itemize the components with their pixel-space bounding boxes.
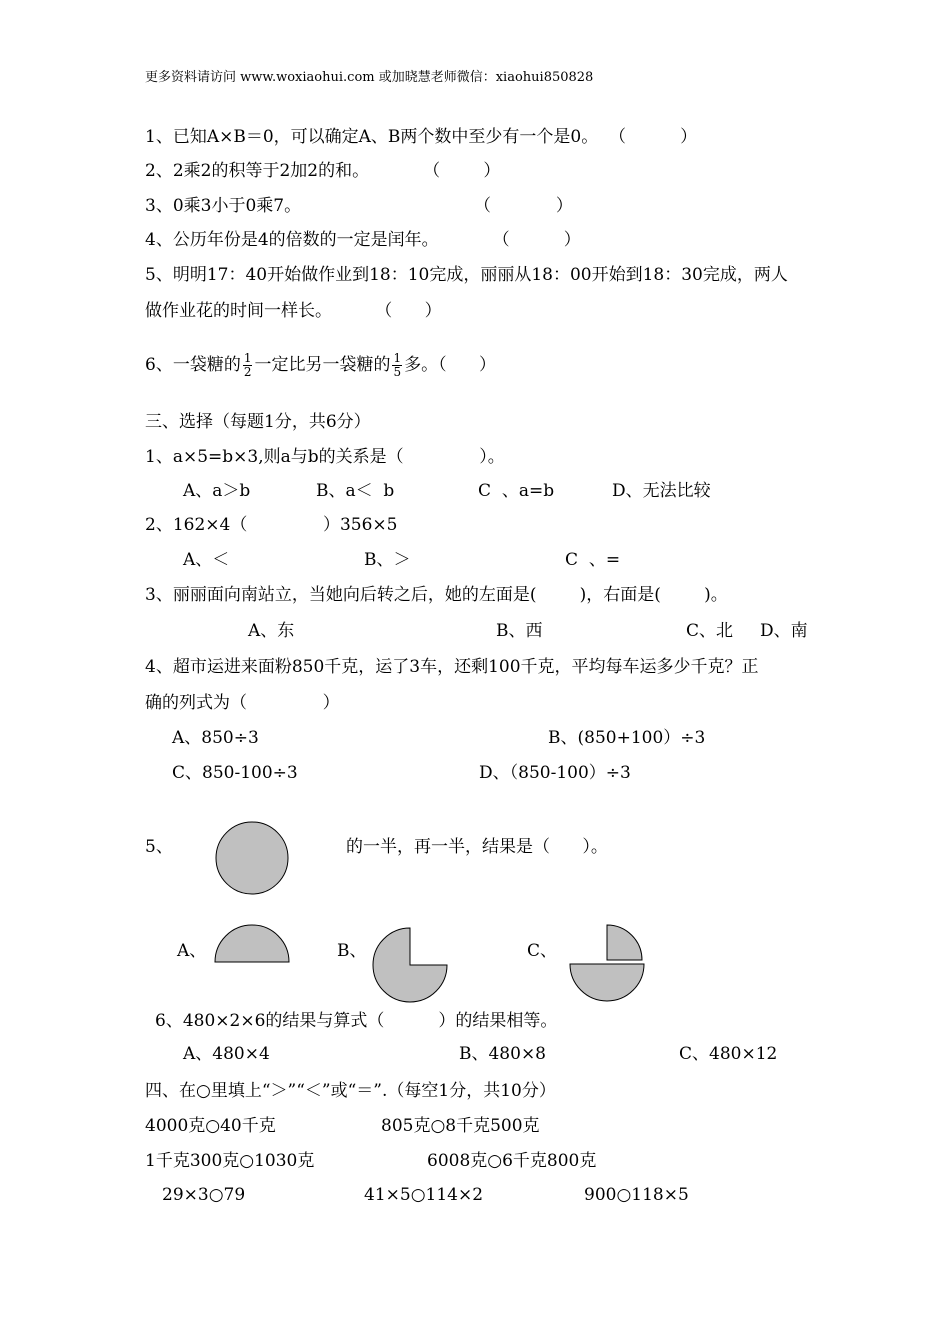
choice-q6-option-c: C、480×12	[679, 1044, 778, 1064]
judge-q5-line1: 5、明明17：40开始做作业到18：10完成，丽丽从18：00开始到18：30完成，两人	[145, 265, 788, 285]
choice-q1-option-c: C 、a=b	[478, 481, 555, 501]
choice-q3: 3、丽丽面向南站立，当她向后转之后，她的左面是( )，右面是( )。	[145, 585, 728, 605]
choice-q2-option-a: A、＜	[183, 550, 230, 570]
section-four-title: 四、在○里填上“＞”“＜”或“＝”.（每空1分，共10分）	[145, 1081, 556, 1101]
judge-q4: 4、公历年份是4的倍数的一定是闰年。 （ ）	[145, 230, 581, 250]
choice-q5-option-a-label: A、	[177, 941, 207, 961]
choice-q3-option-d: D、南	[760, 621, 808, 641]
choice-q4-line2: 确的列式为（ ）	[145, 693, 340, 713]
choice-q2-option-b: B、＞	[364, 550, 411, 570]
compare-row3-item-b: 41×5○114×2	[364, 1185, 484, 1205]
choice-q2-option-c: C 、=	[565, 550, 621, 570]
fraction-denominator: 5	[393, 365, 402, 379]
half-and-quarter-circle-figure	[566, 923, 648, 1005]
compare-row2-item-b: 6008克○6千克800克	[427, 1151, 597, 1171]
judge-q5-line2: 做作业花的时间一样长。 （ ）	[145, 301, 442, 321]
fraction-one-half	[243, 352, 253, 379]
judge-q2: 2、2乘2的积等于2加2的和。 （ ）	[145, 161, 501, 181]
choice-q4-option-c: C、850-100÷3	[172, 763, 298, 783]
choice-q6-option-b: B、480×8	[459, 1044, 547, 1064]
choice-q6: 6、480×2×6的结果与算式（ ）的结果相等。	[155, 1011, 558, 1031]
choice-q3-option-b: B、西	[496, 621, 543, 641]
fraction-denominator: 2	[243, 365, 252, 379]
compare-row3-item-c: 900○118×5	[584, 1185, 689, 1205]
choice-q1-option-b: B、a＜ b	[316, 481, 395, 501]
choice-q3-option-a: A、东	[248, 621, 295, 641]
fraction-numerator: 1	[243, 351, 252, 365]
judge-q6-part-a: 6、一袋糖的	[145, 355, 241, 375]
choice-q1-option-a: A、a＞b	[183, 481, 251, 501]
compare-row1-item-a: 4000克○40千克	[145, 1116, 276, 1136]
half-circle-figure	[212, 925, 292, 965]
choice-q1: 1、a×5=b×3,则a与b的关系是（ ）。	[145, 447, 505, 467]
full-circle-figure	[212, 819, 292, 897]
judge-q6-part-c: 多。（ ）	[404, 355, 497, 375]
choice-q4-option-d: D、（850-100）÷3	[479, 763, 631, 783]
three-quarter-circle-figure	[370, 925, 450, 1005]
judge-q6	[145, 343, 496, 387]
choice-q4-option-a: A、850÷3	[172, 728, 259, 748]
compare-row1-item-b: 805克○8千克500克	[381, 1116, 540, 1136]
fraction-numerator: 1	[393, 351, 402, 365]
choice-q2: 2、162×4（ ）356×5	[145, 515, 398, 535]
choice-q5-text: 的一半，再一半，结果是（ ）。	[346, 837, 608, 857]
choice-q6-option-a: A、480×4	[183, 1044, 270, 1064]
choice-q4-line1: 4、超市运进来面粉850千克，运了3车，还剩100千克，平均每车运多少千克？正	[145, 657, 759, 677]
judge-q6-part-b: 一定比另一袋糖的	[254, 355, 391, 375]
choice-q5-option-c-label: C、	[527, 941, 558, 961]
compare-row2-item-a: 1千克300克○1030克	[145, 1151, 315, 1171]
judge-q1: 1、已知A×B＝0，可以确定A、B两个数中至少有一个是0。 （ ）	[145, 127, 698, 147]
choice-q5-option-b-label: B、	[337, 941, 367, 961]
choice-q1-option-d: D、无法比较	[612, 481, 711, 501]
choice-q4-option-b: B、(850+100）÷3	[548, 728, 706, 748]
choice-q5-number: 5、	[145, 837, 173, 857]
page-header-note: 更多资料请访问 www.woxiaohui.com 或加晓慧老师微信：xiaohui850828	[145, 70, 594, 85]
choice-q3-option-c: C、北	[686, 621, 734, 641]
section-three-title: 三、选择（每题1分，共6分）	[145, 412, 371, 432]
judge-q3: 3、0乘3小于0乘7。 （ ）	[145, 196, 573, 216]
fraction-one-fifth	[392, 352, 402, 379]
compare-row3-item-a: 29×3○79	[162, 1185, 246, 1205]
